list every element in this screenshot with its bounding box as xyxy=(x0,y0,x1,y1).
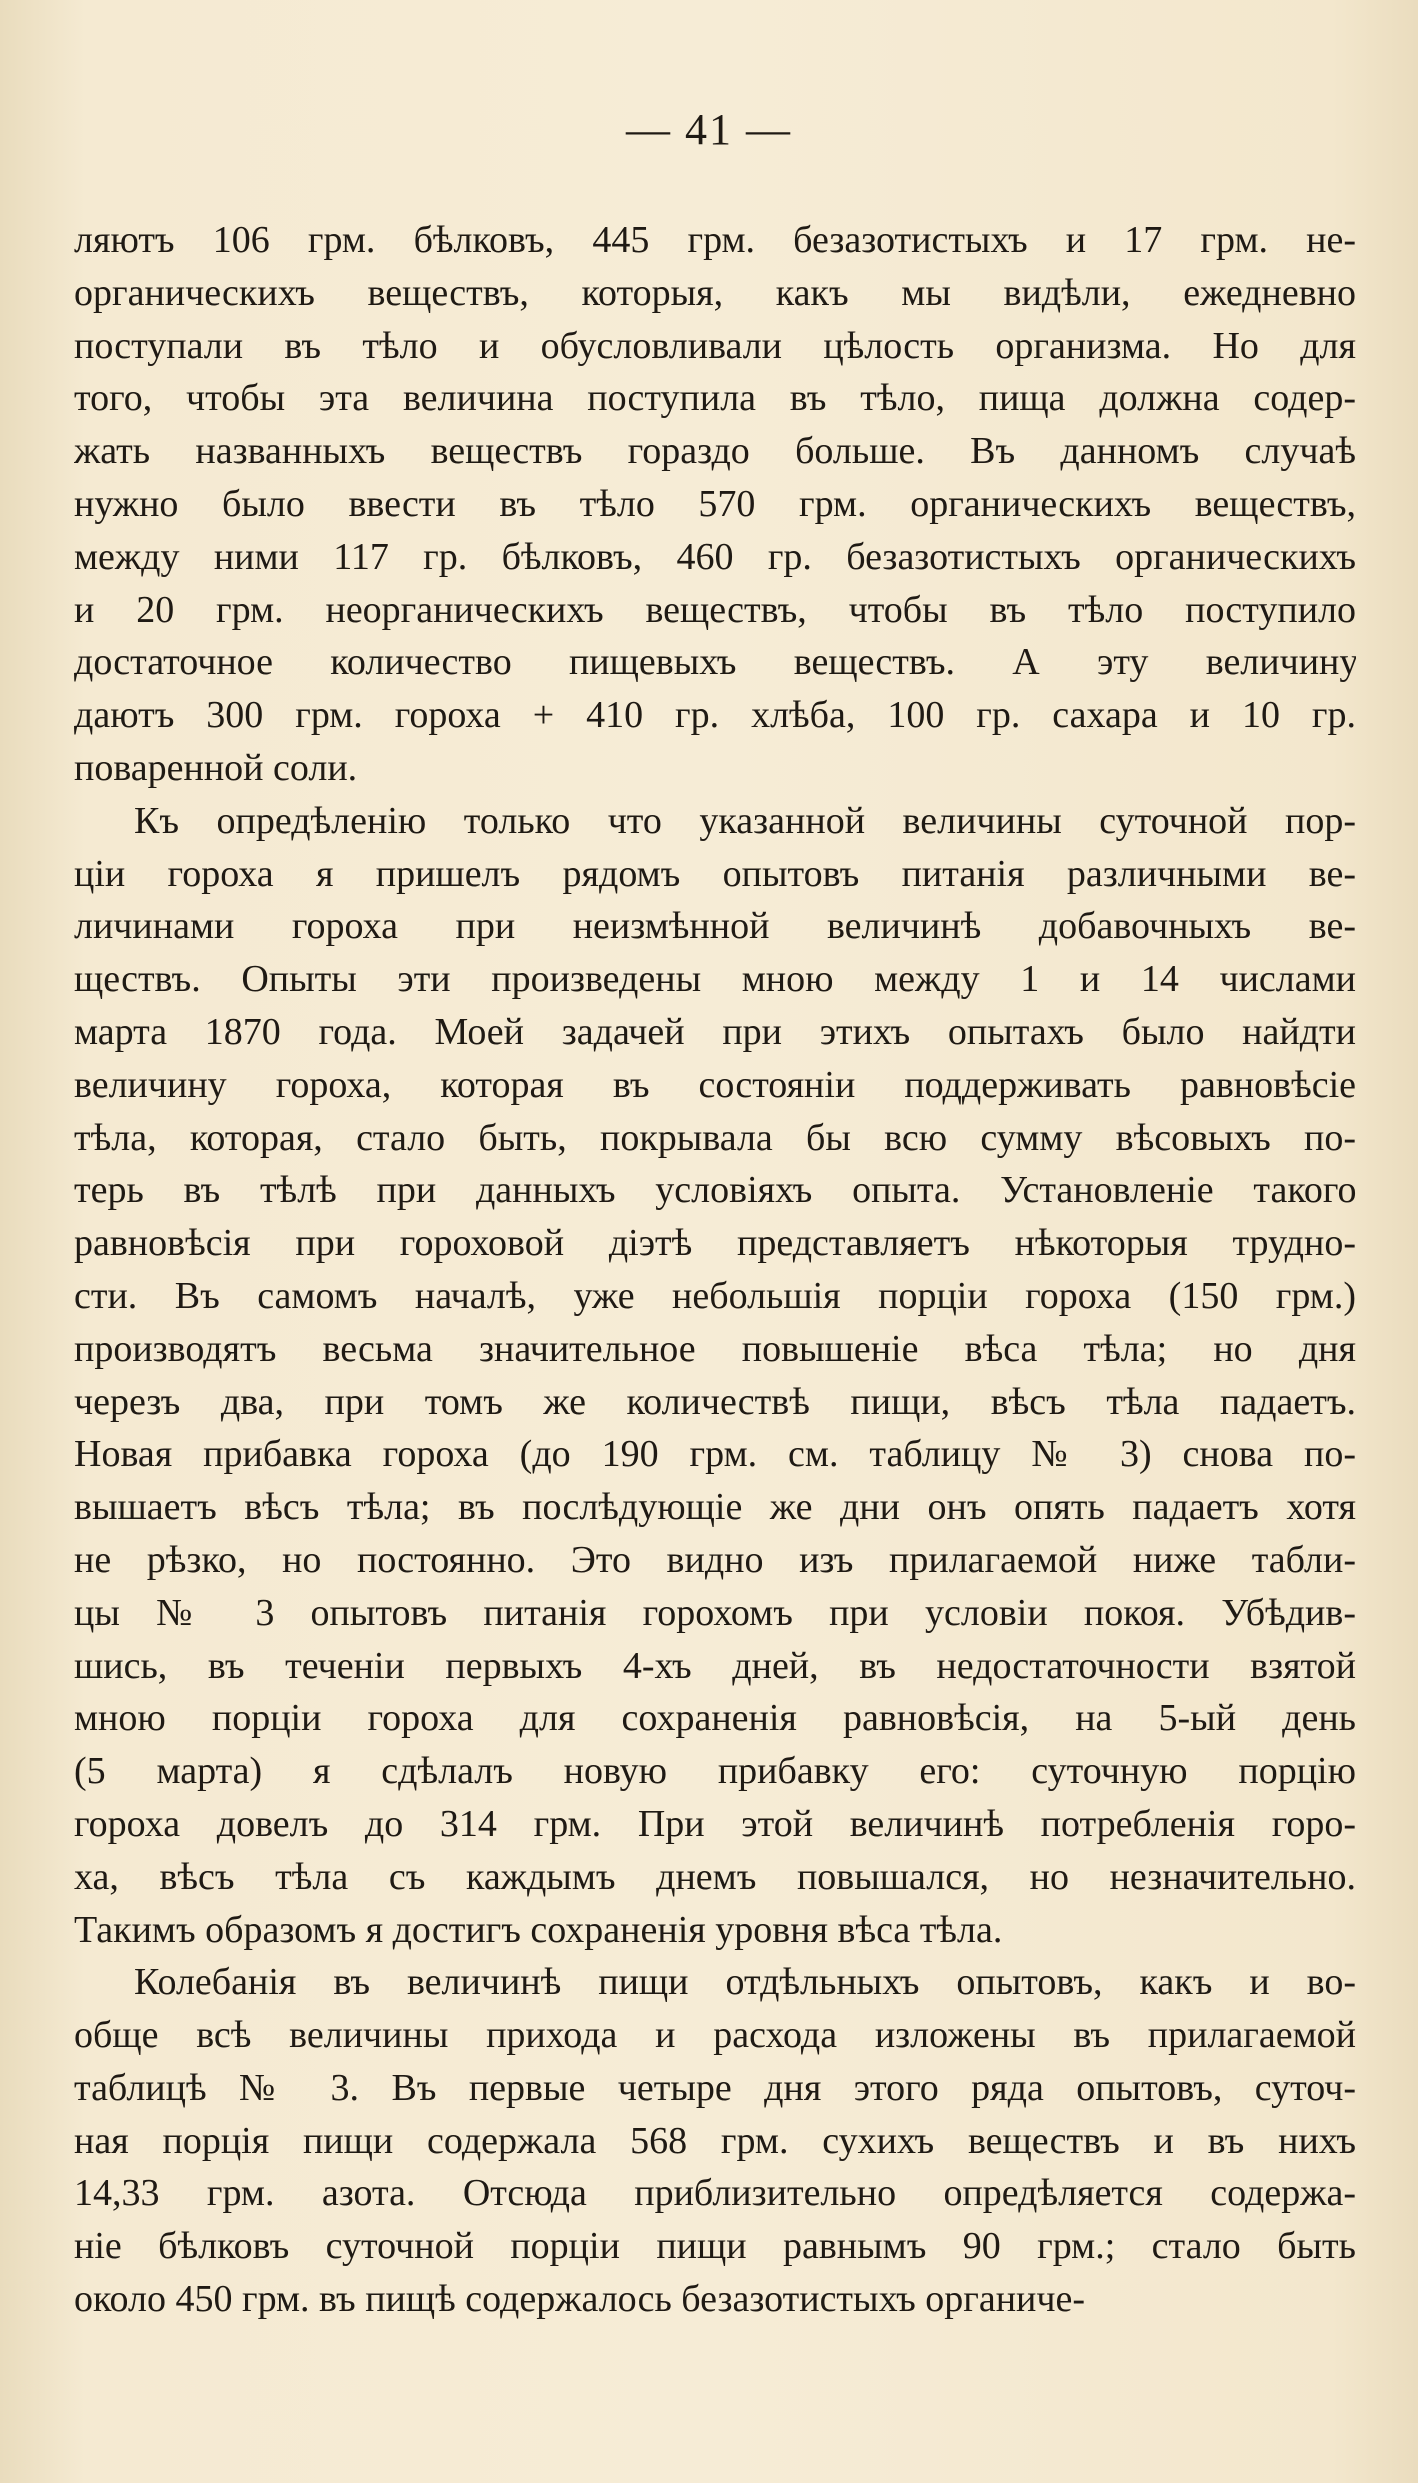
text-line: гороха довелъ до 314 грм. При этой величинѣ потребленія горо- xyxy=(74,1802,1356,1845)
text-line: ніе бѣлковъ суточной порціи пищи равнымъ 90 грм.; стало быть xyxy=(74,2225,1356,2268)
text-line: черезъ два, при томъ же количествѣ пищи, вѣсъ тѣла падаетъ. xyxy=(74,1380,1356,1423)
text-line: ществъ. Опыты эти произведены мною между 1 и 14 числами xyxy=(74,958,1356,1001)
text-line: жать названныхъ веществъ гораздо больше. Въ данномъ случаѣ xyxy=(74,430,1356,473)
text-line: Новая прибавка гороха (до 190 грм. см. таблицу № 3) снова по- xyxy=(74,1433,1356,1476)
text-line: не рѣзко, но постоянно. Это видно изъ прилагаемой ниже табли- xyxy=(74,1538,1356,1581)
text-line: 14,33 грм. азота. Отсюда приблизительно опредѣляется содержа- xyxy=(74,2172,1356,2215)
text-line: вышаетъ вѣсъ тѣла; въ послѣдующіе же дни онъ опять падаетъ хотя xyxy=(74,1486,1356,1529)
text-line: поступали въ тѣло и обусловливали цѣлость организма. Но для xyxy=(74,324,1356,367)
text-line: ляютъ 106 грм. бѣлковъ, 445 грм. безазотистыхъ и 17 грм. не- xyxy=(74,219,1356,261)
text-line: около 450 грм. въ пищѣ содержалось безазотистыхъ органиче- xyxy=(74,2278,1086,2321)
text-line: производятъ весьма значительное повышеніе вѣса тѣла; но дня xyxy=(74,1327,1356,1370)
text-line: величину гороха, которая въ состояніи поддерживать равновѣсіе xyxy=(74,1063,1356,1106)
text-line: нужно было ввести въ тѣло 570 грм. органическихъ веществъ, xyxy=(74,482,1356,525)
text-line: таблицѣ № 3. Въ первые четыре дня этого ряда опытовъ, суточ- xyxy=(74,2066,1356,2109)
text-line: ха, вѣсъ тѣла съ каждымъ днемъ повышался, но незначительно. xyxy=(74,1855,1356,1898)
paragraph xyxy=(74,1956,1356,2326)
text-line: и 20 грм. неорганическихъ веществъ, чтобы въ тѣло поступило xyxy=(74,588,1356,631)
text-line: сти. Въ самомъ началѣ, уже небольшія порціи гороха (150 грм.) xyxy=(74,1274,1356,1317)
text-line: марта 1870 года. Моей задачей при этихъ опытахъ было найдти xyxy=(74,1010,1356,1053)
text-line: равновѣсія при гороховой діэтѣ представляетъ нѣкоторыя трудно- xyxy=(74,1222,1356,1265)
text-line: поваренной соли. xyxy=(74,746,358,789)
text-line: органическихъ веществъ, которыя, какъ мы видѣли, ежедневно xyxy=(74,271,1356,314)
paragraph xyxy=(74,795,1356,1957)
text-line: (5 марта) я сдѣлалъ новую прибавку его: суточную порцію xyxy=(74,1750,1356,1793)
text-line: цы № 3 опытовъ питанія горохомъ при условіи покоя. Убѣдив- xyxy=(74,1591,1356,1634)
text-line: шись, въ теченіи первыхъ 4-хъ дней, въ недостаточности взятой xyxy=(74,1644,1356,1687)
text-line: обще всѣ величины прихода и расхода изложены въ прилагаемой xyxy=(74,2014,1356,2057)
paragraph xyxy=(74,214,1356,795)
text-line: ная порція пищи содержала 568 грм. сухихъ веществъ и въ нихъ xyxy=(74,2119,1356,2162)
page-number: — 41 — xyxy=(626,105,792,154)
text-line: достаточное количество пищевыхъ веществъ. А эту величину xyxy=(74,641,1356,684)
text-line: Къ опредѣленію только что указанной величины суточной пор- xyxy=(134,799,1356,842)
text-line: того, чтобы эта величина поступила въ тѣло, пища должна содер- xyxy=(74,377,1356,420)
text-line: терь въ тѣлѣ при данныхъ условіяхъ опыта. Установленіе такого xyxy=(74,1169,1356,1212)
text-line: тѣла, которая, стало быть, покрывала бы всю сумму вѣсовыхъ по- xyxy=(74,1116,1356,1159)
text-line: Колебанія въ величинѣ пищи отдѣльныхъ опытовъ, какъ и во- xyxy=(134,1961,1356,2004)
body-text xyxy=(74,214,1356,2326)
text-line: даютъ 300 грм. гороха + 410 гр. хлѣба, 100 гр. сахара и 10 гр. xyxy=(74,694,1356,737)
text-line: ціи гороха я пришелъ рядомъ опытовъ питанія различными ве- xyxy=(74,852,1356,895)
text-line: мною порціи гороха для сохраненія равновѣсія, на 5-ый день xyxy=(74,1697,1356,1740)
text-line: между ними 117 гр. бѣлковъ, 460 гр. безазотистыхъ органическихъ xyxy=(74,535,1356,578)
text-line: личинами гороха при неизмѣнной величинѣ добавочныхъ ве- xyxy=(74,905,1356,948)
text-line: Такимъ образомъ я достигъ сохраненія уровня вѣса тѣла. xyxy=(74,1908,1003,1951)
